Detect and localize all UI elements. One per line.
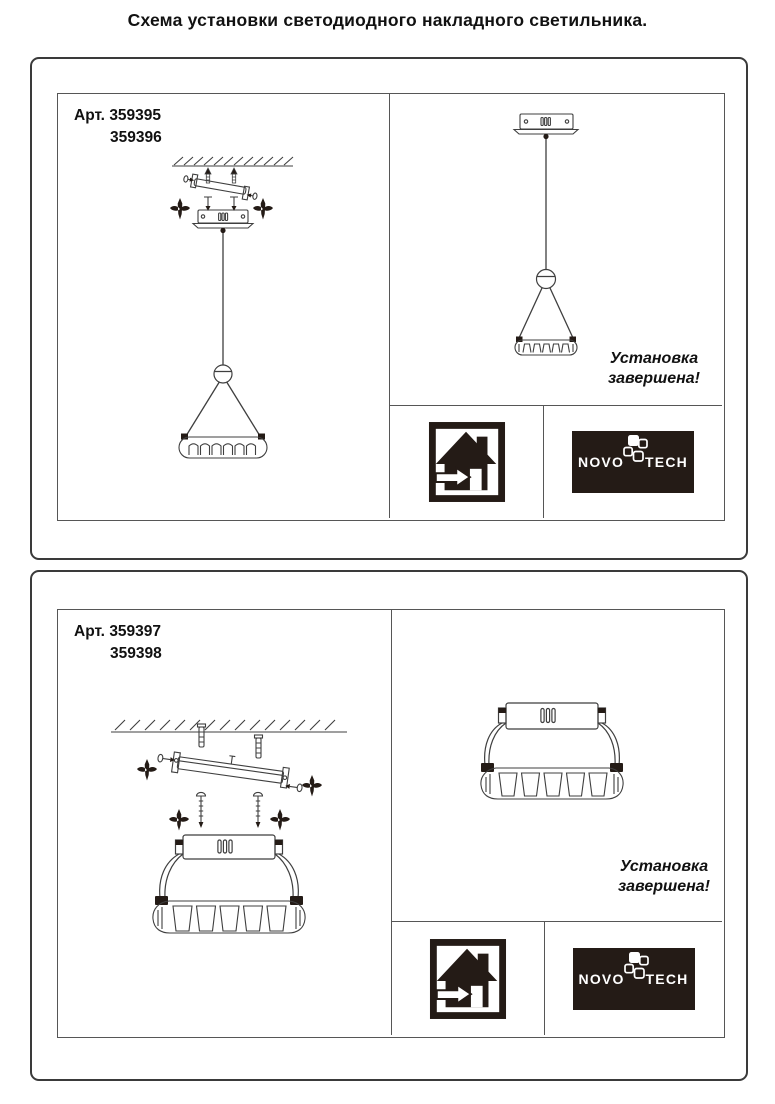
surface-installed-diagram xyxy=(476,695,631,810)
screwdriver-icon xyxy=(270,809,290,831)
mounting-bracket xyxy=(156,746,305,792)
screw xyxy=(197,792,263,828)
mounting-bracket xyxy=(182,173,259,202)
screwdriver-icon xyxy=(170,198,190,220)
indoor-use-icon xyxy=(429,938,507,1020)
brand-text-right: TECH xyxy=(645,454,688,470)
status-message xyxy=(578,857,750,897)
lamp-shade xyxy=(153,901,305,933)
driver-box xyxy=(176,835,283,859)
driver-box xyxy=(499,703,606,729)
article-number: 359397 xyxy=(109,623,162,640)
pendant-exploded-diagram xyxy=(140,143,325,475)
article-number: 359395 xyxy=(109,107,162,124)
screwdriver-icon xyxy=(253,198,273,220)
completed-view-cell xyxy=(390,94,722,406)
screwdriver-icon xyxy=(302,775,322,797)
page-title: Схема установки светодиодного накладного светильника. xyxy=(127,10,648,30)
status-line: завершена! xyxy=(607,370,700,387)
panel-inner-frame xyxy=(57,609,725,1038)
article-label: Арт. xyxy=(74,623,105,640)
novotech-logo xyxy=(572,431,694,493)
instruction-panel-surface xyxy=(30,570,748,1081)
novotech-logo xyxy=(573,948,695,1010)
panel-inner-frame xyxy=(57,93,725,521)
status-line: Установка xyxy=(619,858,709,875)
lamp-ring xyxy=(179,437,267,458)
brand-cell xyxy=(545,922,722,1035)
status-message xyxy=(568,349,740,389)
novotech-pinwheel-icon xyxy=(621,432,648,476)
article-numbers xyxy=(74,621,162,665)
article-number: 359398 xyxy=(110,645,162,662)
screw xyxy=(204,197,238,211)
brand-text-left: NOVO xyxy=(578,454,625,470)
door-gap xyxy=(469,469,481,490)
exploded-view-cell xyxy=(58,610,392,1035)
article-number: 359396 xyxy=(110,129,162,146)
instruction-panel-pendant xyxy=(30,57,748,560)
status-line: завершена! xyxy=(617,878,710,895)
brand-text-left: NOVO xyxy=(578,970,625,987)
novotech-pinwheel-icon xyxy=(622,949,649,993)
brand-cell xyxy=(544,406,722,518)
pendant-installed-diagram xyxy=(481,111,611,361)
surface-exploded-diagram xyxy=(105,700,355,944)
indoor-use-icon xyxy=(428,421,506,503)
lamp-shade xyxy=(481,768,623,799)
ceiling-canopy xyxy=(514,114,578,139)
screwdriver-icon xyxy=(137,759,157,781)
indoor-use-cell xyxy=(392,922,545,1035)
ball-joint xyxy=(214,365,232,383)
ball-joint xyxy=(537,270,556,289)
frame-arms xyxy=(160,854,299,898)
ceiling-canopy xyxy=(193,210,253,233)
screwdriver-icon xyxy=(169,809,189,831)
status-line: Установка xyxy=(609,350,699,367)
completed-view-cell xyxy=(392,610,722,922)
frame-arms xyxy=(186,383,260,437)
exploded-view-cell xyxy=(58,94,390,518)
indoor-use-cell xyxy=(390,406,544,518)
frame-arms xyxy=(519,288,573,338)
wall-anchor xyxy=(198,724,263,758)
ceiling-hatch xyxy=(111,720,347,732)
door-gap xyxy=(471,985,483,1006)
brand-text-right: TECH xyxy=(645,970,689,987)
ceiling-hatch xyxy=(172,157,293,166)
article-label: Арт. xyxy=(74,107,105,124)
